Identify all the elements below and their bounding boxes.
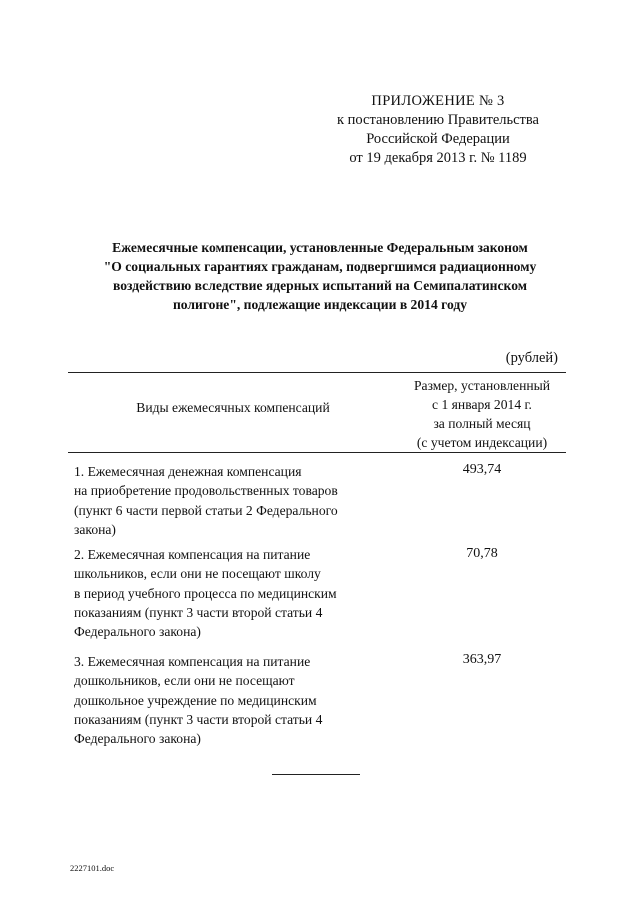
row-line: показаниям (пункт 3 части второй статьи 4 xyxy=(74,604,323,620)
title-line: полигоне", подлежащие индексации в 2014 году xyxy=(172,297,468,312)
header-right-line: (с учетом индексации) xyxy=(416,435,548,450)
row-line: на приобретение продовольственных товаров xyxy=(74,483,338,499)
table-row-2-value: 70,78 xyxy=(466,546,498,561)
row-line: 3. Ежемесячная компенсация на питание xyxy=(74,654,311,669)
row-line: показаниям (пункт 3 части второй статьи 4 xyxy=(74,711,323,727)
currency-note: (рублей) xyxy=(505,350,558,366)
title-line: "О социальных гарантиях гражданам, подвергшимся радиационному xyxy=(103,259,537,274)
title-line: воздействию вследствие ядерных испытаний на Семипалатинском xyxy=(113,278,527,293)
header-right-line: с 1 января 2014 г. xyxy=(432,397,532,412)
file-name-footer: 2227101.doc xyxy=(70,863,115,873)
table-header-right xyxy=(398,376,566,452)
table-row-3-value: 363,97 xyxy=(462,652,502,667)
row-line: закона) xyxy=(74,521,116,537)
appendix-date: от 19 декабря 2013 г. № 1189 xyxy=(349,150,527,166)
table-row-2-label xyxy=(74,545,374,641)
title-line: Ежемесячные компенсации, установленные Федеральным законом xyxy=(112,240,528,255)
row-line: (пункт 6 части первой статьи 2 Федерального xyxy=(74,502,338,518)
row-line: Федерального закона) xyxy=(74,624,201,640)
appendix-header xyxy=(318,92,558,168)
header-right-line: за полный месяц xyxy=(433,416,531,431)
appendix-line: Российской Федерации xyxy=(366,131,510,147)
row-line: школьников, если они не посещают школу xyxy=(74,566,321,582)
document-title xyxy=(60,238,580,314)
row-line: 1. Ежемесячная денежная компенсация xyxy=(74,464,302,479)
row-line: 2. Ежемесячная компенсация на питание xyxy=(74,547,311,562)
row-line: Федерального закона) xyxy=(74,731,201,747)
table-header-left: Виды ежемесячных компенсаций xyxy=(136,400,330,415)
table-header-rule xyxy=(68,452,566,453)
table-top-rule xyxy=(68,372,566,373)
table-row-1-value: 493,74 xyxy=(462,462,502,477)
header-right-line: Размер, установленный xyxy=(413,378,551,393)
appendix-title: ПРИЛОЖЕНИЕ № 3 xyxy=(371,93,505,109)
row-line: дошкольников, если они не посещают xyxy=(74,673,295,689)
table-row-1-label xyxy=(74,462,374,539)
end-separator-line xyxy=(272,774,360,775)
row-line: в период учебного процесса по медицинским xyxy=(74,585,337,601)
table-row-3-label xyxy=(74,652,374,748)
appendix-line: к постановлению Правительства xyxy=(337,112,539,128)
row-line: дошкольное учреждение по медицинским xyxy=(74,692,317,708)
